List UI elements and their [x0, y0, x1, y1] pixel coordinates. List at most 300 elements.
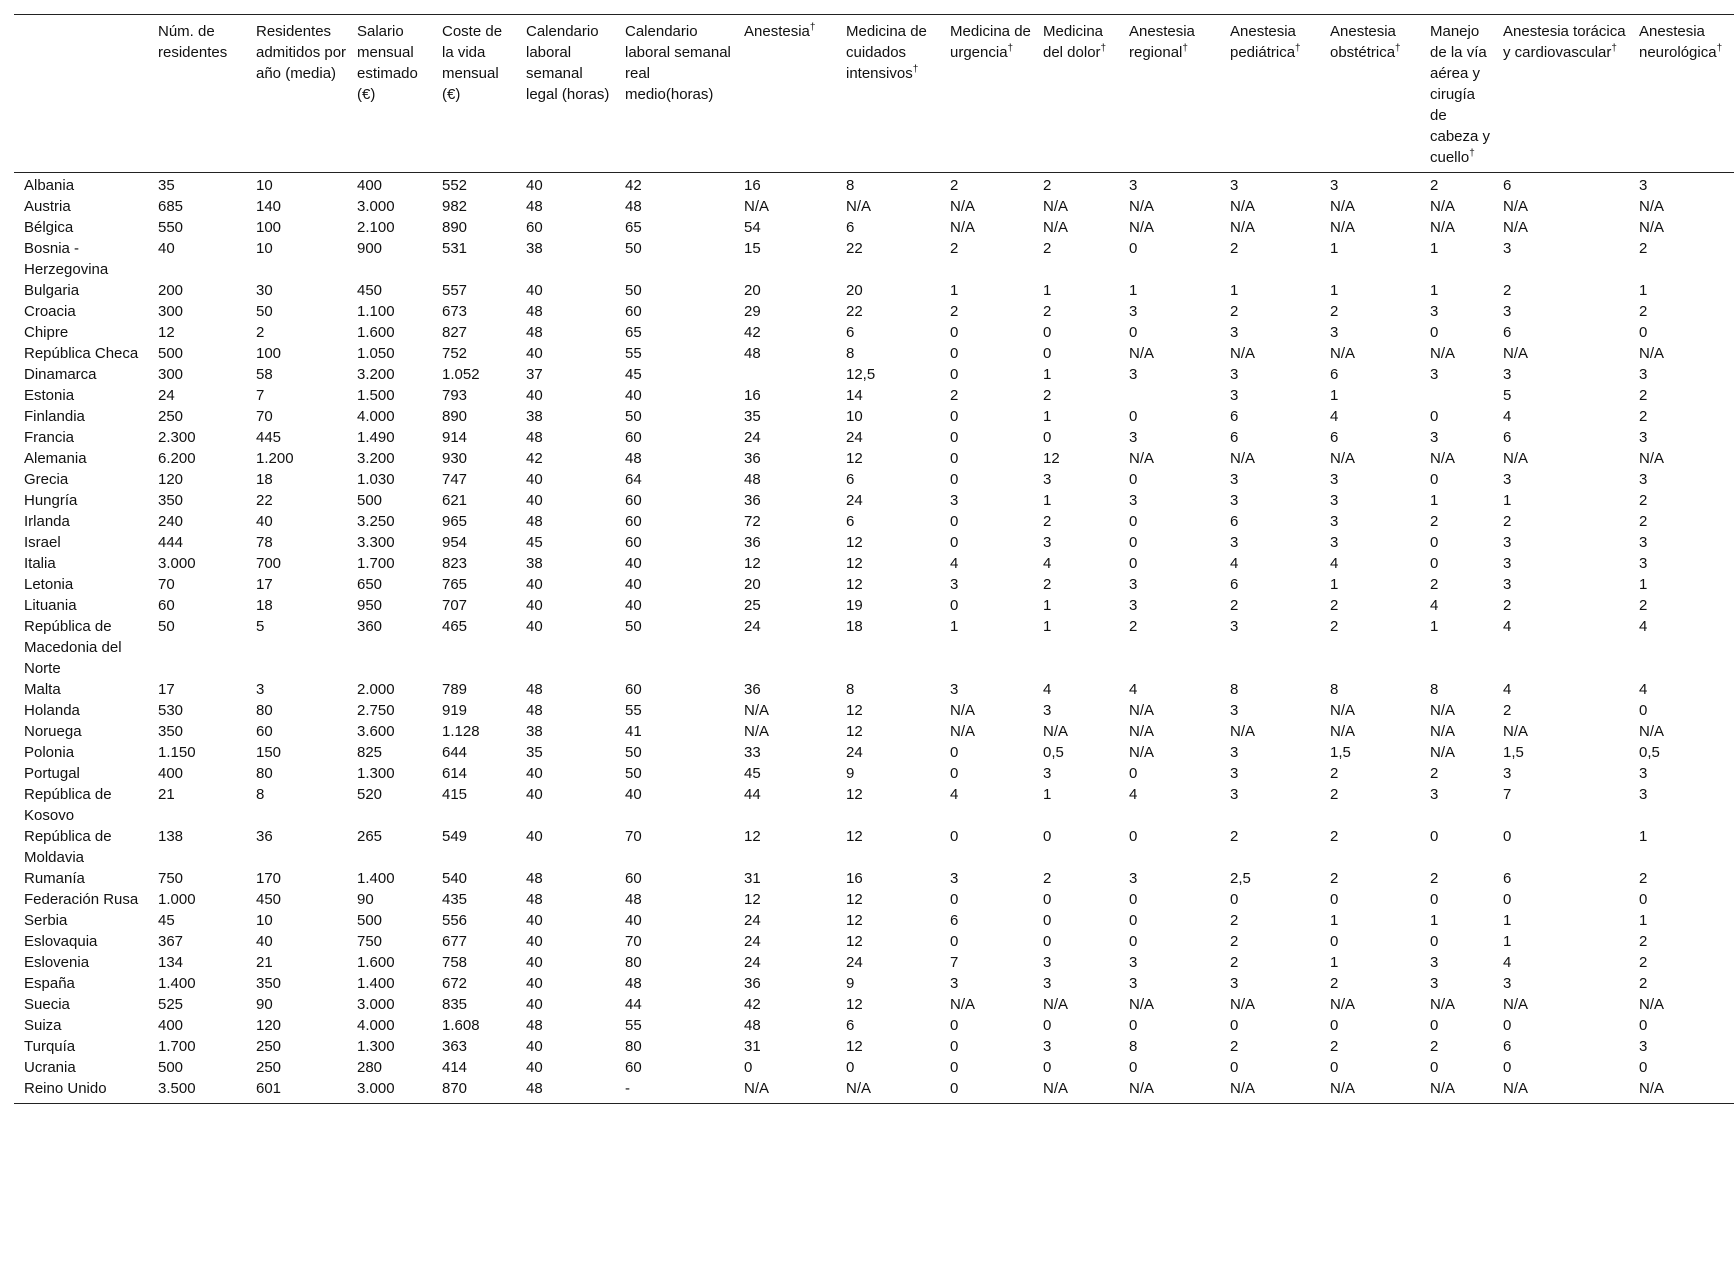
table-cell: 650 — [357, 576, 383, 593]
table-row — [14, 343, 1734, 364]
table-cell: 2 — [1230, 1038, 1239, 1055]
table-cell: 42 — [744, 996, 761, 1013]
country-name-cell: Turquía — [24, 1038, 76, 1055]
column-header — [148, 15, 246, 173]
table-cell: 35 — [744, 408, 761, 425]
table-row — [14, 973, 1734, 994]
table-cell: 240 — [158, 513, 184, 530]
table-cell: 24 — [744, 912, 761, 929]
table-cell: N/A — [1043, 219, 1069, 236]
table-cell: 42 — [526, 450, 543, 467]
table-cell: N/A — [1639, 345, 1665, 362]
table-cell: 80 — [256, 765, 273, 782]
table-cell: 48 — [526, 198, 543, 215]
table-cell: 4 — [1503, 618, 1512, 635]
table-cell: 280 — [357, 1059, 383, 1076]
table-cell: 750 — [158, 870, 184, 887]
table-cell: 0 — [1043, 912, 1052, 929]
table-cell: 0 — [1129, 828, 1138, 845]
table-cell: 12 — [744, 891, 761, 908]
table-cell: 4 — [1230, 555, 1239, 572]
table-cell: 0 — [950, 366, 959, 383]
country-name-cell: Polonia — [24, 744, 75, 761]
table-cell: 6 — [846, 324, 855, 341]
table-cell: 2 — [1230, 933, 1239, 950]
table-cell: 0 — [1129, 1017, 1138, 1034]
country-name-cell: Israel — [24, 534, 61, 551]
table-cell: 0,5 — [1639, 744, 1660, 761]
table-cell: 70 — [625, 933, 642, 950]
table-cell: 80 — [625, 954, 642, 971]
table-cell: 0 — [1430, 471, 1439, 488]
table-cell: 0 — [1129, 408, 1138, 425]
table-cell: 50 — [625, 282, 642, 299]
dagger-footnote-mark: † — [1295, 43, 1301, 54]
table-cell: 200 — [158, 282, 184, 299]
table-cell: N/A — [1230, 345, 1256, 362]
table-cell: N/A — [1430, 723, 1456, 740]
table-row — [14, 553, 1734, 574]
table-cell: 3 — [1230, 471, 1239, 488]
table-cell: 3 — [1230, 744, 1239, 761]
dagger-footnote-mark: † — [912, 64, 919, 75]
table-cell: N/A — [1629, 1078, 1734, 1104]
table-cell: 2 — [950, 303, 959, 320]
country-name-cell: Francia — [24, 429, 75, 446]
table-cell: 0 — [1043, 1017, 1052, 1034]
column-header-label: Anestesia pediátrica — [1230, 23, 1296, 61]
table-cell: 0 — [1129, 555, 1138, 572]
column-header — [1493, 15, 1629, 173]
table-cell: 0 — [950, 933, 959, 950]
table-cell: 1.600 — [357, 954, 395, 971]
table-cell: 415 — [442, 786, 468, 803]
table-cell: 12 — [158, 324, 175, 341]
table-cell: 0 — [950, 597, 959, 614]
table-cell: 1 — [1503, 912, 1512, 929]
table-cell: 0,5 — [1043, 744, 1064, 761]
table-cell: 3 — [1330, 513, 1339, 530]
table-cell: 0 — [950, 429, 959, 446]
table-cell: N/A — [1639, 219, 1665, 236]
table-cell: 20 — [744, 282, 761, 299]
table-cell: 2 — [1639, 954, 1648, 971]
table-header-row — [14, 15, 1734, 173]
table-cell: 1 — [1043, 597, 1052, 614]
table-cell: 2.750 — [357, 702, 395, 719]
column-header-label: Calendario laboral semanal real medio(horas) — [625, 23, 731, 103]
table-cell: 40 — [256, 933, 273, 950]
table-cell: 3 — [1129, 366, 1138, 383]
table-cell: 0 — [1043, 1059, 1052, 1076]
table-cell: 30 — [256, 282, 273, 299]
table-cell: 0 — [1503, 1059, 1512, 1076]
table-cell — [1420, 385, 1493, 406]
table-cell: 6 — [1330, 366, 1339, 383]
table-cell: 3 — [1639, 786, 1648, 803]
table-cell: 48 — [526, 513, 543, 530]
table-cell: 0 — [1043, 891, 1052, 908]
table-cell: 1.400 — [158, 975, 196, 992]
table-cell: 965 — [442, 513, 468, 530]
table-cell: 48 — [625, 975, 642, 992]
country-name-cell: Bélgica — [24, 219, 74, 236]
table-cell: 6 — [846, 219, 855, 236]
table-cell: 3 — [950, 681, 959, 698]
table-cell: 3.000 — [158, 555, 196, 572]
table-cell — [734, 364, 836, 385]
table-cell: 2 — [950, 177, 959, 194]
table-cell: 3 — [950, 576, 959, 593]
table-cell: 0 — [1129, 471, 1138, 488]
table-cell: 1.300 — [357, 1038, 395, 1055]
table-cell: 40 — [526, 387, 543, 404]
table-cell: 1.128 — [442, 723, 480, 740]
table-cell: 55 — [625, 1017, 642, 1034]
table-cell: 40 — [158, 240, 175, 257]
table-cell: 2 — [1230, 912, 1239, 929]
table-cell: 0 — [950, 765, 959, 782]
table-cell: 40 — [526, 471, 543, 488]
table-cell: 0 — [950, 828, 959, 845]
table-cell: 17 — [158, 681, 175, 698]
country-name-cell: Croacia — [24, 303, 76, 320]
table-cell: 0 — [1330, 891, 1339, 908]
table-cell: 35 — [158, 177, 175, 194]
table-cell: 9 — [846, 765, 855, 782]
country-name-cell: Alemania — [24, 450, 87, 467]
table-cell: 4 — [1503, 954, 1512, 971]
table-cell: 3 — [1230, 702, 1239, 719]
table-cell: 3 — [1043, 534, 1052, 551]
table-cell: 36 — [256, 828, 273, 845]
table-cell: 0 — [1430, 1017, 1439, 1034]
table-cell: 3 — [950, 975, 959, 992]
table-cell: N/A — [1129, 198, 1155, 215]
table-cell: 2 — [1503, 702, 1512, 719]
table-cell: 1 — [1430, 618, 1439, 635]
table-row — [14, 826, 1734, 868]
table-cell: 48 — [526, 891, 543, 908]
table-cell: 0 — [1430, 324, 1439, 341]
table-cell: 36 — [744, 534, 761, 551]
column-header — [615, 15, 734, 173]
table-cell: N/A — [836, 1078, 940, 1104]
table-cell: 22 — [846, 303, 863, 320]
table-cell: N/A — [1230, 996, 1256, 1013]
column-header — [1220, 15, 1320, 173]
table-cell: 55 — [625, 702, 642, 719]
table-cell: 40 — [526, 345, 543, 362]
table-cell: 55 — [625, 345, 642, 362]
table-cell: 0 — [1230, 891, 1239, 908]
table-cell: 0 — [950, 1017, 959, 1034]
table-cell: 2 — [1043, 870, 1052, 887]
table-cell: 42 — [625, 177, 642, 194]
table-cell: N/A — [1430, 219, 1456, 236]
table-cell: 0 — [1230, 1059, 1239, 1076]
table-cell: 1 — [1330, 954, 1339, 971]
table-cell: 3 — [1230, 786, 1239, 803]
table-cell: 24 — [744, 933, 761, 950]
table-cell: 20 — [744, 576, 761, 593]
table-cell: 3 — [1639, 765, 1648, 782]
table-cell: 2 — [1639, 513, 1648, 530]
column-header-label: Anestesia regional — [1129, 23, 1195, 61]
country-name-cell: Grecia — [24, 471, 69, 488]
table-cell: 0 — [1639, 324, 1648, 341]
table-cell: N/A — [1119, 1078, 1220, 1104]
table-cell: 3.200 — [357, 366, 395, 383]
table-cell: 5 — [256, 618, 265, 635]
table-cell: 531 — [442, 240, 468, 257]
table-cell: 14 — [846, 387, 863, 404]
table-cell: 0 — [950, 408, 959, 425]
table-cell: 6 — [950, 912, 959, 929]
table-cell: 35 — [526, 744, 543, 761]
table-cell: 0 — [1430, 408, 1439, 425]
table-cell: 3 — [1639, 534, 1648, 551]
table-cell: 6 — [846, 513, 855, 530]
table-cell: 48 — [744, 345, 761, 362]
table-cell: 2 — [1639, 303, 1648, 320]
country-name-cell: Ucrania — [24, 1059, 76, 1076]
country-name-cell: Noruega — [24, 723, 82, 740]
country-name-cell: Federación Rusa — [24, 891, 139, 908]
table-cell: 12 — [846, 891, 863, 908]
table-cell: 3 — [1129, 597, 1138, 614]
table-row — [14, 700, 1734, 721]
country-name-cell: Bosnia - Herzegovina — [24, 240, 109, 278]
table-cell: 60 — [625, 303, 642, 320]
table-cell: N/A — [744, 723, 770, 740]
table-row — [14, 301, 1734, 322]
dagger-footnote-mark: † — [1007, 43, 1014, 54]
table-cell: 60 — [625, 513, 642, 530]
table-cell: N/A — [1639, 723, 1665, 740]
table-cell: 0 — [1430, 933, 1439, 950]
table-cell: N/A — [744, 198, 770, 215]
table-row — [14, 322, 1734, 343]
table-cell: 22 — [846, 240, 863, 257]
table-cell: N/A — [1330, 198, 1356, 215]
table-cell: 3 — [950, 492, 959, 509]
table-row — [14, 1078, 1734, 1104]
table-cell: 3 — [1129, 975, 1138, 992]
table-cell: 1.300 — [357, 765, 395, 782]
table-cell: 914 — [442, 429, 468, 446]
table-cell: 16 — [744, 177, 761, 194]
table-cell: 24 — [158, 387, 175, 404]
table-cell: 36 — [744, 450, 761, 467]
table-cell: 3 — [1129, 576, 1138, 593]
table-cell: 1.052 — [442, 366, 480, 383]
table-cell: N/A — [1639, 996, 1665, 1013]
table-cell: 6 — [1503, 1038, 1512, 1055]
table-row — [14, 448, 1734, 469]
table-cell: 40 — [526, 618, 543, 635]
table-cell: 400 — [158, 765, 184, 782]
table-row — [14, 721, 1734, 742]
table-cell: 38 — [526, 240, 543, 257]
table-row — [14, 469, 1734, 490]
country-name-cell: Dinamarca — [24, 366, 97, 383]
table-cell: 350 — [158, 492, 184, 509]
table-cell: 7 — [1503, 786, 1512, 803]
header-cell-country — [14, 15, 148, 173]
table-cell: 50 — [625, 408, 642, 425]
country-name-cell: Finlandia — [24, 408, 85, 425]
table-cell: 70 — [625, 828, 642, 845]
table-cell: 2 — [1639, 387, 1648, 404]
country-name-cell: Lituania — [24, 597, 77, 614]
table-cell: 6 — [1230, 576, 1239, 593]
table-cell: 6 — [1503, 177, 1512, 194]
table-cell: 4 — [950, 786, 959, 803]
table-cell: 3 — [1639, 429, 1648, 446]
table-cell: 38 — [526, 723, 543, 740]
table-cell: 265 — [357, 828, 383, 845]
table-cell: 414 — [442, 1059, 468, 1076]
table-cell: 3 — [1230, 975, 1239, 992]
table-cell: 45 — [625, 366, 642, 383]
column-header-label: Anestesia — [744, 23, 810, 40]
table-cell: 400 — [357, 177, 383, 194]
table-cell: 1 — [1043, 282, 1052, 299]
table-cell: 0 — [1330, 1017, 1339, 1034]
table-cell: 40 — [526, 177, 543, 194]
table-cell: 3 — [1129, 870, 1138, 887]
table-cell: N/A — [1129, 450, 1155, 467]
table-cell: 300 — [158, 303, 184, 320]
table-cell: 3 — [1129, 303, 1138, 320]
table-cell: N/A — [1503, 996, 1529, 1013]
table-cell: 2 — [1330, 870, 1339, 887]
table-cell: 300 — [158, 366, 184, 383]
table-cell: 60 — [625, 429, 642, 446]
table-cell: 48 — [526, 303, 543, 320]
table-row — [14, 532, 1734, 553]
table-cell: 1.700 — [158, 1038, 196, 1055]
table-cell: 1.608 — [442, 1017, 480, 1034]
country-name-cell: República de Kosovo — [24, 786, 112, 824]
table-cell: 2 — [1430, 1038, 1439, 1055]
table-cell: N/A — [1330, 702, 1356, 719]
table-cell: 1.500 — [357, 387, 395, 404]
table-cell: 21 — [158, 786, 175, 803]
column-header-label: Salario mensual estimado (€) — [357, 23, 418, 103]
table-cell: 60 — [526, 219, 543, 236]
table-cell: 18 — [256, 597, 273, 614]
table-cell: 3 — [1043, 1038, 1052, 1055]
table-cell: 2 — [1043, 240, 1052, 257]
column-header-label: Medicina del dolor — [1043, 23, 1104, 61]
table-cell: 60 — [256, 723, 273, 740]
table-cell: 48 — [526, 681, 543, 698]
column-header-label: Coste de la vida mensual (€) — [442, 23, 503, 103]
country-name-cell: República Checa — [24, 345, 139, 362]
table-cell: 16 — [846, 870, 863, 887]
table-cell: 6 — [1330, 429, 1339, 446]
table-cell: 644 — [442, 744, 468, 761]
table-cell: 12 — [846, 912, 863, 929]
table-cell: 2 — [1639, 975, 1648, 992]
table-cell: N/A — [1043, 723, 1069, 740]
table-cell: 1.150 — [158, 744, 196, 761]
table-cell: 50 — [256, 303, 273, 320]
table-cell: 758 — [442, 954, 468, 971]
country-name-cell: Eslovaquia — [24, 933, 98, 950]
table-cell: 0 — [1639, 1059, 1648, 1076]
table-row — [14, 406, 1734, 427]
table-row — [14, 385, 1734, 406]
table-row — [14, 427, 1734, 448]
table-cell: 45 — [744, 765, 761, 782]
table-cell: 10 — [256, 912, 273, 929]
table-row — [14, 931, 1734, 952]
table-cell: N/A — [1033, 1078, 1119, 1104]
country-name-cell: Suiza — [24, 1017, 62, 1034]
table-cell: N/A — [1129, 744, 1155, 761]
table-cell: 2 — [1043, 513, 1052, 530]
table-cell: 1.700 — [357, 555, 395, 572]
country-name-cell: Irlanda — [24, 513, 70, 530]
table-cell: 48 — [625, 891, 642, 908]
table-cell: 0 — [1043, 828, 1052, 845]
table-cell: N/A — [1129, 219, 1155, 236]
dagger-footnote-mark: † — [1100, 43, 1107, 54]
table-cell: 3 — [1503, 240, 1512, 257]
table-cell: 3 — [1230, 492, 1239, 509]
table-cell: 0 — [950, 891, 959, 908]
table-cell: 0 — [1430, 534, 1439, 551]
table-cell: 3 — [1503, 471, 1512, 488]
table-cell: 36 — [744, 975, 761, 992]
table-cell: N/A — [1230, 723, 1256, 740]
table-cell: 3 — [256, 681, 265, 698]
table-cell: 3 — [1129, 492, 1138, 509]
table-cell: 444 — [158, 534, 184, 551]
country-name-cell: Austria — [24, 198, 71, 215]
table-cell: N/A — [1639, 198, 1665, 215]
table-cell: 2 — [1129, 618, 1138, 635]
country-name-cell: República de Moldavia — [24, 828, 112, 866]
table-cell: 37 — [526, 366, 543, 383]
table-cell: 2 — [1330, 618, 1339, 635]
table-cell: 1 — [1330, 387, 1339, 404]
table-cell: N/A — [1430, 345, 1456, 362]
table-row — [14, 1057, 1734, 1078]
table-cell: 465 — [442, 618, 468, 635]
table-cell: 3 — [1639, 555, 1648, 572]
table-cell: 48 — [526, 702, 543, 719]
table-cell: 3 — [1330, 177, 1339, 194]
table-cell: 24 — [744, 429, 761, 446]
table-cell: 0 — [950, 1038, 959, 1055]
table-cell: N/A — [1320, 1078, 1420, 1104]
table-cell: 3.000 — [347, 1078, 432, 1104]
table-cell: 3 — [1430, 429, 1439, 446]
table-row — [14, 763, 1734, 784]
table-cell: 835 — [442, 996, 468, 1013]
table-cell: 45 — [526, 534, 543, 551]
table-cell: 2.000 — [357, 681, 395, 698]
table-cell: 2,5 — [1230, 870, 1251, 887]
table-cell: 3 — [1230, 366, 1239, 383]
column-header-label: Anestesia neurológica — [1639, 23, 1717, 61]
table-cell: 870 — [432, 1078, 516, 1104]
table-cell: 3 — [1503, 555, 1512, 572]
